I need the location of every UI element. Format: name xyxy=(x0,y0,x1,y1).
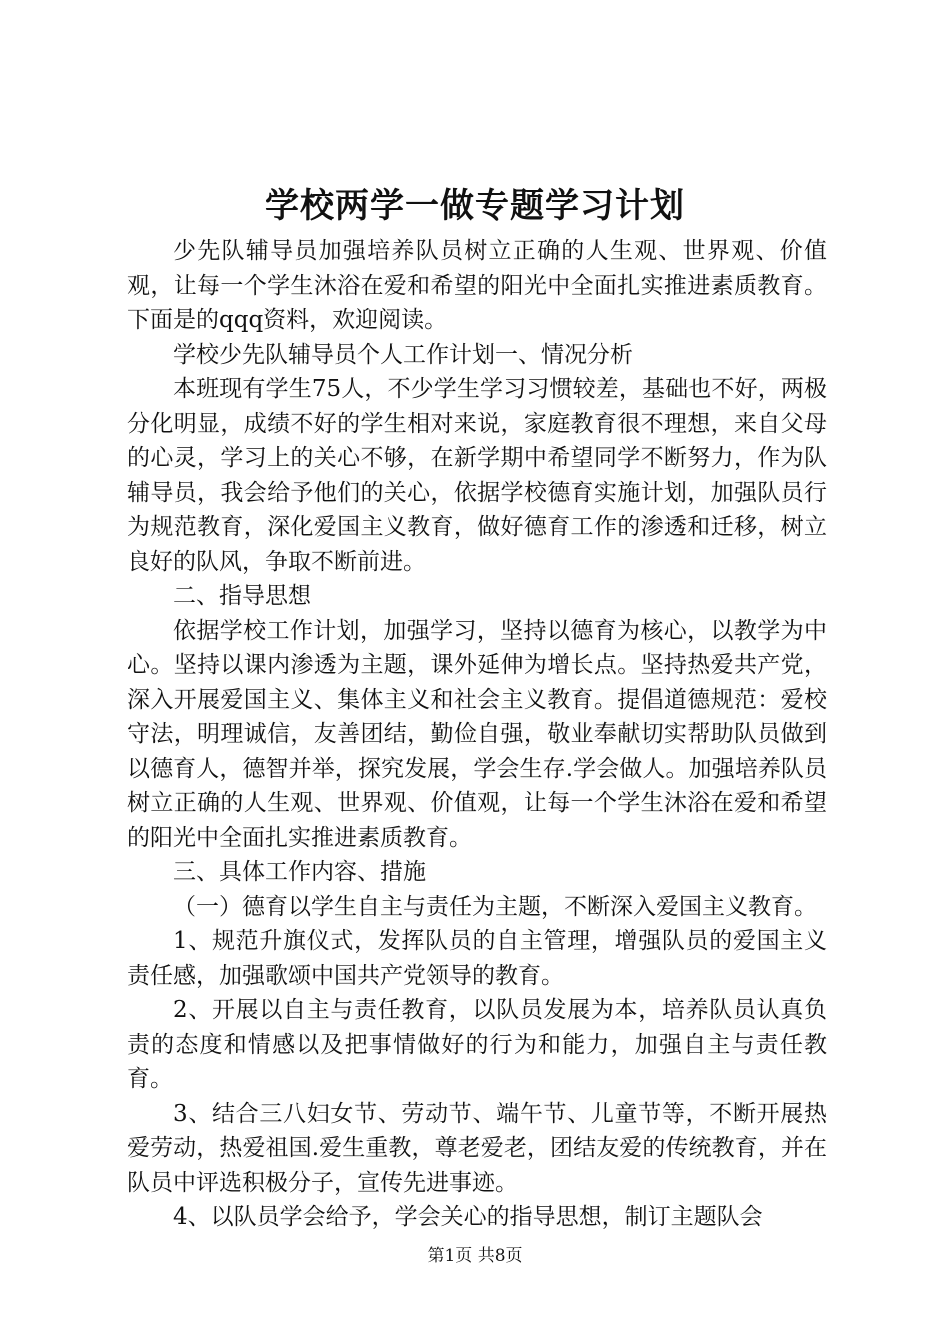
paragraph-intro: 少先队辅导员加强培养队员树立正确的人生观、世界观、价值观，让每一个学生沐浴在爱和希望的阳光中全面扎实推进素质教育。下面是的qqq资料，欢迎阅读。 xyxy=(127,238,827,333)
paragraph-heading-analysis: 学校少先队辅导员个人工作计划一、情况分析 xyxy=(173,341,633,368)
paragraph-guidance: 依据学校工作计划，加强学习，坚持以德育为核心，以教学为中心。坚持以课内渗透为主题，课外延伸为增长点。坚持热爱共产党，深入开展爱国主义、集体主义和社会主义教育。提倡道德规范：爱校守法，明理诚信，友善团结，勤俭自强，敬业奉献切实帮助队员做到以德育人，德智并举，探究发展，学会生存.学会做人。加强培养队员树立正确的人生观、世界观、价值观，让每一个学生沐浴在爱和希望的阳光中全面扎实推进素质教育。 xyxy=(127,617,827,851)
paragraph-heading-measures: 三、具体工作内容、措施 xyxy=(173,859,426,885)
page-number-footer: 第1页 共8页 xyxy=(427,1246,523,1266)
paragraph-subheading-moral: （一）德育以学生自主与责任为主题，不断深入爱国主义教育。 xyxy=(173,893,817,920)
paragraph-item-3: 3、结合三八妇女节、劳动节、端午节、儿童节等，不断开展热爱劳动，热爱祖国.爱生重教，尊老爱老，团结友爱的传统教育，并在队员中评选积极分子，宣传先进事迹。 xyxy=(127,1100,827,1196)
paragraph-item-2: 2、开展以自主与责任教育，以队员发展为本，培养队员认真负责的态度和情感以及把事情做好的行为和能力，加强自主与责任教育。 xyxy=(127,997,827,1092)
document-body xyxy=(127,234,827,1235)
paragraph-item-1: 1、规范升旗仪式，发挥队员的自主管理，增强队员的爱国主义责任感，加强歌颂中国共产党领导的教育。 xyxy=(127,928,827,989)
paragraph-heading-guidance: 二、指导思想 xyxy=(173,583,311,609)
paragraph-item-4: 4、以队员学会给予，学会关心的指导思想，制订主题队会 xyxy=(173,1204,763,1230)
paragraph-situation: 本班现有学生75人，不少学生学习习惯较差，基础也不好，两极分化明显，成绩不好的学生相对来说，家庭教育很不理想，来自父母的心灵，学习上的关心不够，在新学期中希望同学不断努力，作为队辅导员，我会给予他们的关心，依据学校德育实施计划，加强队员行为规范教育，深化爱国主义教育，做好德育工作的渗透和迁移，树立良好的队风，争取不断前进。 xyxy=(127,376,827,575)
document-title: 学校两学一做专题学习计划 xyxy=(265,186,685,226)
